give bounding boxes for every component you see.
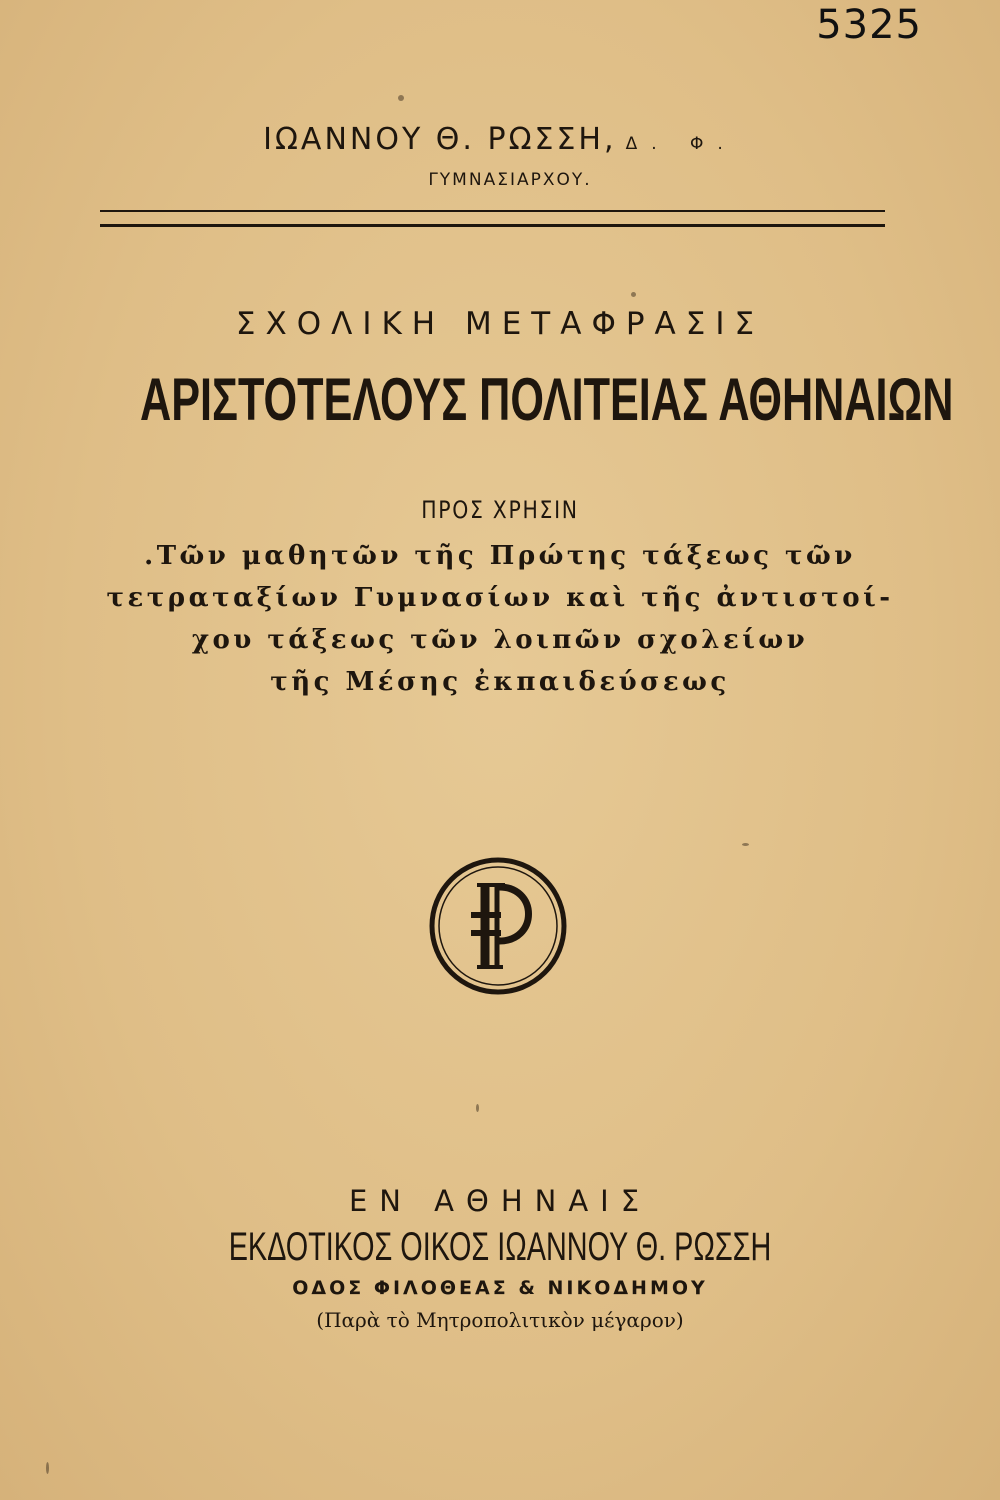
book-subtitle: ΣΧΟΛΙΚΗ ΜΕΤΑΦΡΑΣΙΣ	[235, 306, 765, 342]
catalog-stamp-number: 5325	[816, 2, 922, 48]
paper-speck	[46, 1462, 49, 1474]
book-title: ΑΡΙΣΤΟΤΕΛΟΥΣ ΠΟΛΙΤΕΙΑΣ ΑΘΗΝΑΙΩΝ	[140, 366, 954, 433]
author-degree: Δ. Φ.	[625, 134, 737, 154]
imprint	[0, 1180, 1000, 1336]
imprint-note: (Παρὰ τὸ Μητροπολιτικὸν μέγαρον)	[316, 1308, 684, 1332]
publisher-monogram-icon	[427, 855, 569, 997]
paper-speck	[398, 95, 404, 101]
purpose-line: .Τῶν μαθητῶν τῆς Πρώτης τάξεως τῶν	[144, 541, 856, 571]
purpose-heading: ΠΡΟΣ ΧΡΗΣΙΝ	[421, 496, 579, 524]
divider-thick	[100, 224, 885, 227]
purpose-line: χου τάξεως τῶν λοιπῶν σχολείων	[191, 625, 809, 655]
author-name: ΙΩΑΝΝΟΥ Θ. ΡΩΣΣΗ,	[263, 122, 617, 157]
paper-speck	[631, 292, 636, 297]
paper-speck	[476, 1104, 479, 1112]
paper-speck	[742, 843, 749, 846]
author-title: ΓΥΜΝΑΣΙΑΡΧΟΥ.	[428, 170, 592, 190]
imprint-address: ΟΔΟΣ ΦΙΛΟΘΕΑΣ & ΝΙΚΟΔΗΜΟΥ	[292, 1277, 708, 1299]
imprint-publisher: ΕΚΔΟΤΙΚΟΣ ΟΙΚΟΣ ΙΩΑΝΝΟΥ Θ. ΡΩΣΣΗ	[228, 1225, 772, 1269]
purpose-line: τετραταξίων Γυμνασίων καὶ τῆς ἀντιστοί-	[106, 583, 894, 613]
purpose-line: τῆς Μέσης ἐκπαιδεύσεως	[270, 667, 730, 697]
purpose-text	[0, 535, 1000, 703]
author-line	[0, 122, 1000, 157]
divider-thin	[100, 210, 885, 212]
imprint-city: ΕΝ ΑΘΗΝΑΙΣ	[348, 1184, 652, 1218]
